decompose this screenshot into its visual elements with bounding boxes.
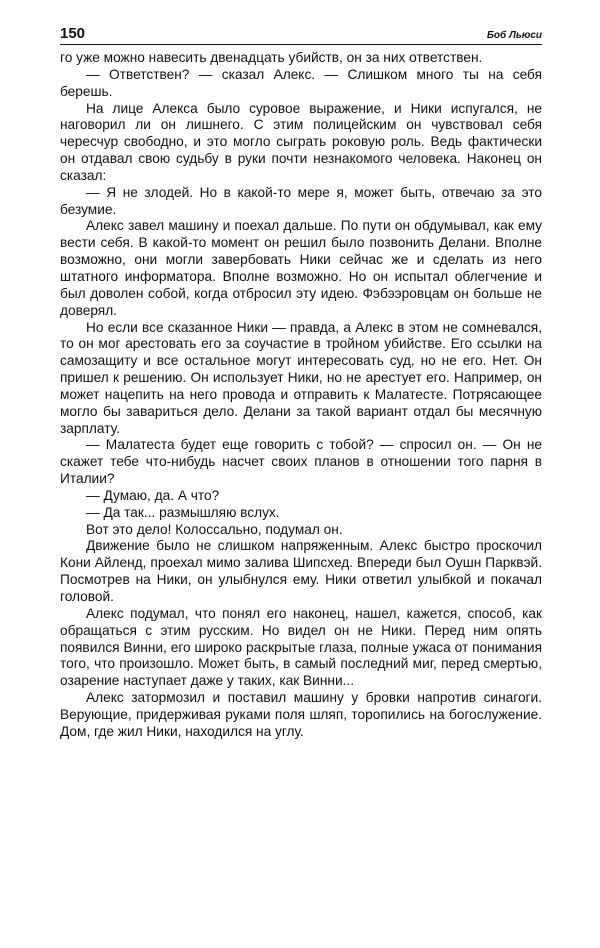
paragraph: — Думаю, да. А что? bbox=[86, 487, 220, 503]
paragraph: Но если все сказанное Ники — правда, а Алекс в этом не сомневался, то он мог арестовать его за соучастие в тройном убийстве. Его ссылки на самозащиту и все остальное могут интересовать суд, но не его. Нет. Он пришел к решению. Он использует Ники, но не арестует его. Например, он может нацепить на него провода и отправить к Малатесте. Потрясающее могло бы завариться дело. Делани за такой вариант отдал бы месячную зарплату. bbox=[60, 319, 542, 436]
book-page bbox=[60, 24, 542, 741]
paragraph: Вот это дело! Колоссально, подумал он. bbox=[86, 521, 343, 537]
paragraph: Алекс подумал, что понял его наконец, нашел, кажется, способ, как обращаться с этим русским. Но видел он не Ники. Перед ним опять появился Винни, его широко раскрытые глаза, полные ужаса от понимания того, что произошло. Может быть, в самый последний миг, перед смертью, озарение наступает даже у таких, как Винни... bbox=[60, 605, 542, 689]
paragraph: Движение было не слишком напряженным. Алекс быстро проскочил Кони Айленд, проехал мимо залива Шипсхед. Впереди был Оушн Парквэй. Посмотрев на Ники, он улыбнулся ему. Ники ответил улыбкой и покачал головой. bbox=[60, 538, 542, 604]
paragraph: Алекс затормозил и поставил машину у бровки напротив синагоги. Верующие, придерживая руками поля шляп, торопились на богослужение. Дом, где жил Ники, находился на углу. bbox=[60, 690, 542, 739]
running-title: Боб Льюси bbox=[486, 30, 542, 41]
page-header bbox=[60, 24, 542, 42]
paragraph: — Ответствен? — сказал Алекс. — Слишком много ты на себя берешь. bbox=[60, 66, 542, 99]
body-text bbox=[60, 50, 542, 741]
paragraph: Алекс завел машину и поехал дальше. По пути он обдумывал, как ему вести себя. В какой-то момент он решил было позвонить Делани. Вполне возможно, они могли завербовать Ники сейчас же и сделать из него штатного информатора. Вполне возможно. Но он испытал облегчение и был доволен собой, когда отбросил эту идею. Фэбээровцам он больше не доверял. bbox=[60, 218, 542, 318]
page-number: 150 bbox=[60, 25, 86, 42]
paragraph: На лице Алекса было суровое выражение, и Ники испугался, не наговорил ли он лишнего. С этим полицейским он чувствовал себя чересчур свободно, и это могло сыграть роковую роль. Ведь фактически он отдавал свою судьбу в руки почти незнакомого человека. Наконец он сказал: bbox=[60, 100, 542, 183]
paragraph: — Да так... размышляю вслух. bbox=[86, 504, 280, 520]
paragraph: го уже можно навесить двенадцать убийств, он за них ответствен. bbox=[60, 50, 483, 65]
paragraph: — Малатеста будет еще говорить с тобой? — спросил он. — Он не скажет тебе что-нибудь насчет своих планов в отношении того парня в Италии? bbox=[60, 437, 542, 487]
paragraph: — Я не злодей. Но в какой-то мере я, может быть, отвечаю за это безумие. bbox=[60, 184, 542, 217]
header-rule bbox=[60, 44, 542, 45]
